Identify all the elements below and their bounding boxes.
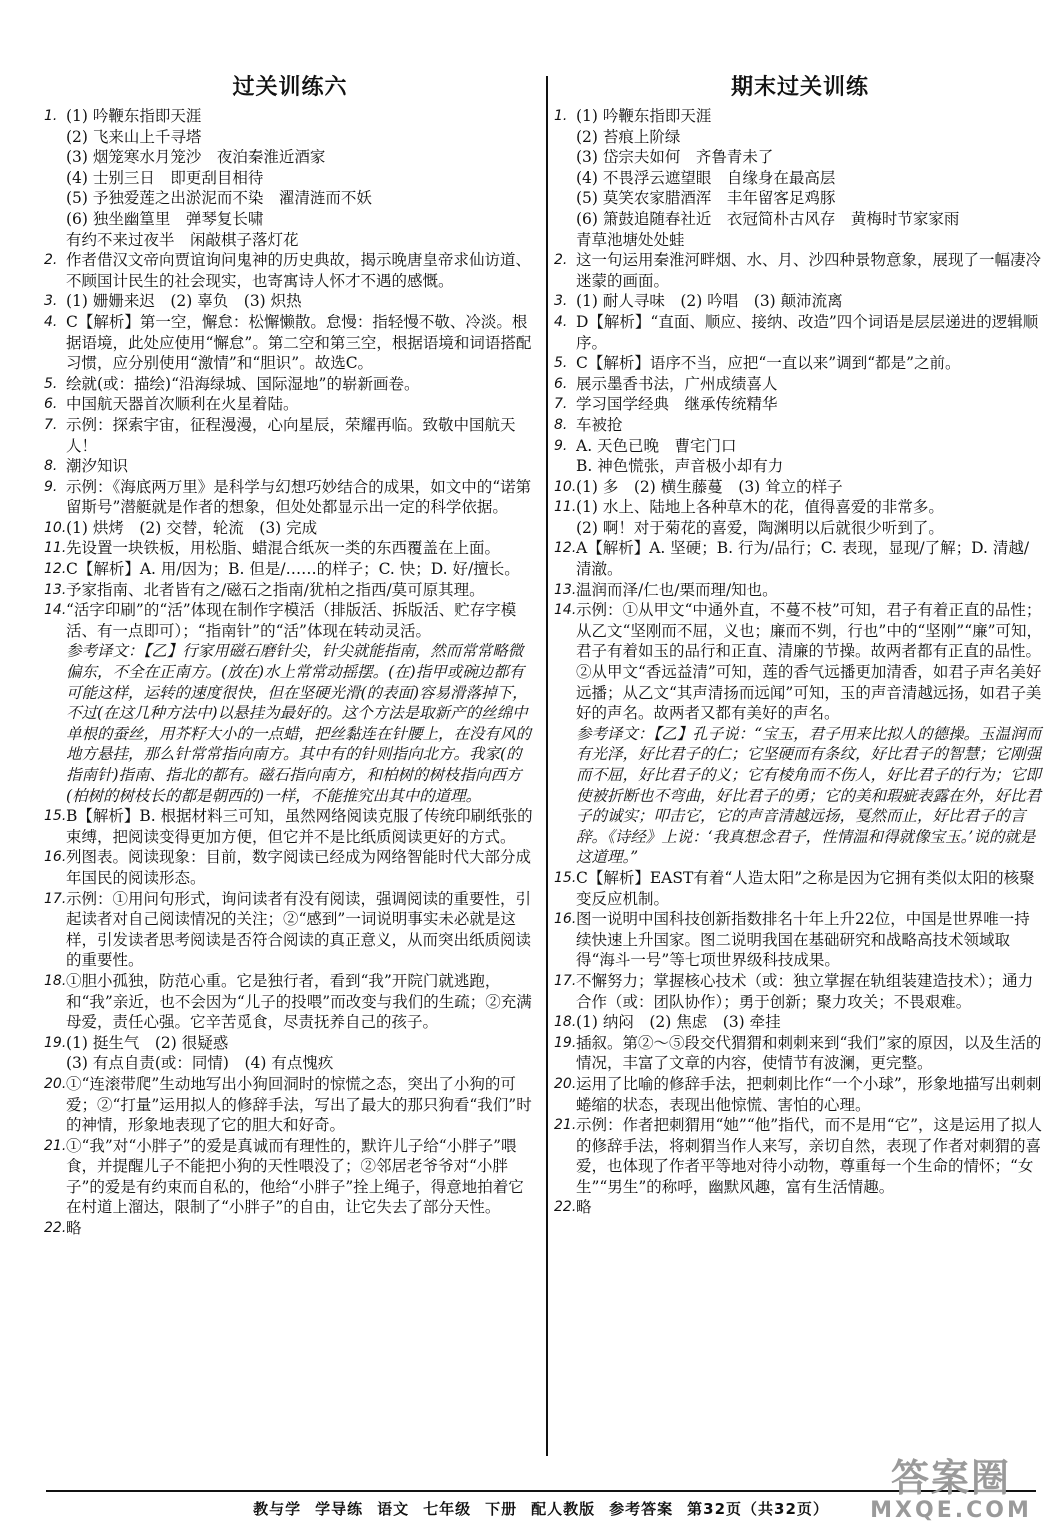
answer-number: 18. <box>44 972 67 989</box>
right-column <box>556 70 1044 1218</box>
answer-item <box>46 312 534 374</box>
answer-item <box>46 889 534 971</box>
answer-item <box>46 600 534 641</box>
answer-line: 示例：①用问句形式，询问读者有没有阅读，强调阅读的重要性，引起读者对自己阅读情况的关注；②“感到”一词说明事实未必就是这样，引发读者思考阅读是否符合阅读的真正意义，从而突出纸质阅读的重要性。 <box>66 889 532 970</box>
answer-item <box>46 641 534 806</box>
answer-number: 14. <box>554 602 577 619</box>
answer-item <box>46 374 534 395</box>
answer-item <box>46 559 534 580</box>
answer-number: 20. <box>44 1075 67 1092</box>
answer-item <box>556 580 1044 601</box>
answer-number: 17. <box>44 890 67 907</box>
answer-item <box>46 291 534 312</box>
answer-number: 20. <box>554 1075 577 1092</box>
answer-number: 12. <box>44 561 67 578</box>
answer-line: 予家指南、北者皆有之/磁石之指南/犹柏之指西/莫可原其理。 <box>66 580 485 599</box>
answer-line: ①胆小孤独，防范心重。它是独行者，看到“我”开院门就逃跑，和“我”亲近，也不会因为“儿子的投喂”而改变与我们的生疏；②充满母爱，责任心强。它辛苦觅食，尽责抚养自己的孩子。 <box>66 971 532 1032</box>
footer-part: 配人教版 <box>531 1500 596 1518</box>
answer-line: 示例：《海底两万里》是科学与幻想巧妙结合的成果，如文中的“诺第留斯号”潜艇就是作者的想象，但处处都显示出一定的科学依据。 <box>66 477 532 517</box>
answer-item <box>556 353 1044 374</box>
answer-line: 不懈努力；掌握核心技术（或：独立掌握在轨组装建造技术）；通力合作（或：团队协作）；勇于创新；聚力攻关；不畏艰难。 <box>576 971 1034 1011</box>
answer-item <box>556 1074 1044 1115</box>
answer-number: 19. <box>554 1034 577 1051</box>
watermark-top: 答案圈 <box>890 1456 1011 1500</box>
answer-item <box>556 415 1044 436</box>
answer-line: (3) 岱宗夫如何 齐鲁青未了 <box>576 148 774 167</box>
answer-line: (1) 烘烤 (2) 交替，轮流 (3) 完成 <box>66 518 318 537</box>
answer-line: 学习国学经典 继承传统精华 <box>576 395 778 414</box>
answer-line: (4) 士别三日 即更刮目相待 <box>66 168 264 187</box>
answer-item <box>46 538 534 559</box>
answer-line: (1) 水上、陆地上各种草木的花，值得喜爱的非常多。 <box>576 498 944 517</box>
answer-number: 21. <box>44 1137 67 1154</box>
answer-line: “活字印刷”的“活”体现在制作字模活（排版活、拆版活、贮存字模活、有一点即可）；“指南针”的“活”体现在转动灵活。 <box>66 601 517 640</box>
answer-number: 21. <box>554 1117 577 1134</box>
answer-item <box>556 374 1044 395</box>
answer-line: D【解析】“直面、顺应、接纳、改造”四个词语是层层递进的逻辑顺序。 <box>576 312 1039 352</box>
answer-line: (2) 飞来山上千寻塔 <box>66 127 202 146</box>
answer-item <box>46 477 534 518</box>
footer-part: 下册 <box>485 1500 518 1518</box>
answer-line: (1) 吟鞭东指即天涯 <box>66 107 202 125</box>
answer-line: 车被抢 <box>576 415 623 434</box>
answer-number: 2. <box>44 252 58 269</box>
answer-number: 9. <box>44 478 58 495</box>
answer-number: 19. <box>44 1034 67 1051</box>
answer-item <box>46 1074 534 1136</box>
answer-number: 11. <box>44 540 67 557</box>
answer-line: (5) 予独爱莲之出淤泥而不染 濯清涟而不妖 <box>66 189 372 208</box>
answer-number: 13. <box>554 581 577 598</box>
answer-item <box>46 250 534 291</box>
answer-line: B. 神色慌张，声音极小却有力 <box>576 457 784 476</box>
answer-number: 1. <box>44 108 58 124</box>
answer-line: A. 天色已晚 曹宅门口 <box>576 436 737 455</box>
answer-line: (1) 多 (2) 横生藤蔓 (3) 耸立的样子 <box>576 477 843 496</box>
answer-number: 16. <box>44 849 67 866</box>
answer-line: B【解析】B. 根据材料三可知，虽然网络阅读克服了传统印刷纸张的束缚，把阅读变得更加方便，但它并不是比纸质阅读更好的方式。 <box>66 807 533 846</box>
footer-part: 学导练 <box>315 1500 364 1518</box>
answer-line: C【解析】EAST有着“人造太阳”之称是因为它拥有类似太阳的核聚变反应机制。 <box>576 868 1035 908</box>
answer-number: 5. <box>554 355 568 372</box>
answer-item <box>46 518 534 539</box>
answer-item <box>46 106 534 250</box>
answer-item <box>556 1197 1044 1218</box>
answer-item <box>556 971 1044 1012</box>
watermark-logo <box>866 1456 1036 1526</box>
answer-number: 6. <box>554 375 568 392</box>
answer-line: (1) 纳闷 (2) 焦虑 (3) 牵挂 <box>576 1013 781 1032</box>
answer-line: (3) 烟笼寒水月笼沙 夜泊秦淮近酒家 <box>66 148 326 167</box>
answer-line: (1) 耐人寻味 (2) 吟唱 (3) 颠沛流离 <box>576 292 843 311</box>
answer-number: 1. <box>554 108 568 124</box>
answer-line: A【解析】A. 坚硬；B. 行为/品行；C. 表现，显现/了解；D. 清越/清澈。 <box>576 539 1030 579</box>
answer-number: 8. <box>44 458 58 475</box>
answer-line: 中国航天器首次顺利在火星着陆。 <box>66 395 299 414</box>
answer-number: 8. <box>554 416 568 433</box>
answer-item <box>556 312 1044 353</box>
answer-item <box>46 971 534 1033</box>
section-title-right: 期末过关训练 <box>730 75 869 100</box>
answer-line: 示例：探索宇宙，征程漫漫，心向星辰，荣耀再临。致敬中国航天人！ <box>66 415 516 455</box>
answer-number: 7. <box>554 396 568 413</box>
answer-line: 示例：①从甲文“中通外直，不蔓不枝”可知，君子有着正直的品性；从乙文“坚刚而不屈，义也；廉而不刿，行也”中的“坚刚”“廉”可知，君子有着如玉的品行和正直、清廉的节操。故两者都有正直的品性。②从甲文“香远益清”可知，莲的香气远播更加清香，如君子声名美好远播；从乙文“其声清扬而远闻”可知，玉的声音清越远扬，如君子美好的声名。故两者又都有美好的声名。 <box>576 601 1043 723</box>
answer-number: 4. <box>44 313 58 330</box>
answer-item <box>556 1033 1044 1074</box>
answer-line: (1) 姗姗来迟 (2) 辜负 (3) 炽热 <box>66 292 302 311</box>
answer-item <box>556 1115 1044 1197</box>
answer-line: (2) 苔痕上阶绿 <box>576 127 681 146</box>
answer-number: 15. <box>44 808 67 825</box>
answer-item <box>46 580 534 601</box>
answer-line: (6) 独坐幽篁里 弹琴复长啸 <box>66 209 264 228</box>
answer-item <box>556 724 1044 868</box>
answer-item <box>46 456 534 477</box>
answer-item <box>46 394 534 415</box>
answer-number: 3. <box>44 293 58 310</box>
answer-number: 12. <box>554 540 577 557</box>
answer-line: 图一说明中国科技创新指数排名十年上升22位，中国是世界唯一持续快速上升国家。图二说明我国在基础研究和战略高技术领域取得“海斗一号”等七项世界级科技成果。 <box>576 910 1030 970</box>
answer-item <box>46 1136 534 1218</box>
answer-number: 5. <box>44 375 58 392</box>
answer-item <box>46 415 534 456</box>
answer-line: (2) 啊！对于菊花的喜爱，陶渊明以后就很少听到了。 <box>576 518 944 537</box>
left-column <box>46 70 534 1239</box>
answer-line: 参考译文：【乙】孔子说：“宝玉，君子用来比拟人的德操。玉温润而有光泽，好比君子的仁；它坚硬而有条纹，好比君子的智慧；它刚强而不屈，好比君子的义；它有棱角而不伤人，好比君子的行为；它即使被折断也不弯曲，好比君子的勇；它的美和瑕疵表露在外，好比君子的诚实；叩击它，它的声音清越远扬，戛然而止，好比君子的言辞。《诗经》上说：‘我真想念君子，性情温和得就像宝玉。’说的就是这道理。” <box>576 724 1042 867</box>
answer-number: 2. <box>554 252 568 269</box>
answer-number: 17. <box>554 972 577 989</box>
answer-line: 略 <box>66 1219 82 1238</box>
answer-line: 潮汐知识 <box>66 457 129 476</box>
answer-line: (1) 吟鞭东指即天涯 <box>576 107 712 125</box>
watermark-bottom: MXQE.COM <box>870 1498 1032 1523</box>
answer-number: 4. <box>554 313 568 330</box>
answer-line: 作者借汉文帝向贾谊询问鬼神的历史典故，揭示晚唐皇帝求仙访道、不顾国计民生的社会现实，也寄寓诗人怀才不遇的感慨。 <box>66 251 532 290</box>
answer-line: 绘就(或：描绘)“沿海绿城、国际湿地”的崭新画卷。 <box>66 374 420 393</box>
answer-number: 16. <box>554 911 577 928</box>
answer-item <box>556 868 1044 909</box>
footer-part: 第32页（共32页） <box>687 1500 829 1518</box>
answer-item <box>556 1012 1044 1033</box>
answer-line: 先设置一块铁板，用松脂、蜡混合纸灰一类的东西覆盖在上面。 <box>66 539 501 558</box>
answer-number: 22. <box>44 1220 67 1237</box>
answer-line: (6) 箫鼓追随春社近 衣冠简朴古风存 黄梅时节家家雨 <box>576 209 960 228</box>
answer-item <box>556 497 1044 538</box>
answer-number: 10. <box>554 478 577 495</box>
column-divider <box>546 76 548 1456</box>
answer-line: 这一句运用秦淮河畔烟、水、月、沙四种景物意象，展现了一幅凄冷迷蒙的画面。 <box>576 251 1042 290</box>
footer-part: 语文 <box>377 1500 410 1518</box>
answer-item <box>46 847 534 888</box>
answer-line: C【解析】语序不当，应把“一直以来”调到“都是”之前。 <box>576 354 961 373</box>
answer-line: ①“我”对“小胖子”的爱是真诚而有理性的，默许儿子给“小胖子”喂食，并提醒儿子不能把小狗的天性喂没了；②邻居老爷爷对“小胖子”的爱是有约束而自私的，他给“小胖子”拴上绳子，得意地拍着它在村道上溜达，限制了“小胖子”的自由，让它失去了部分天性。 <box>66 1136 524 1217</box>
answer-item <box>556 600 1044 724</box>
answer-line: 略 <box>576 1198 592 1217</box>
answer-item <box>556 291 1044 312</box>
answer-line: C【解析】第一空，懈怠：松懈懒散。怠慢：指轻慢不敬、冷淡。根据语境，此处应使用“懈怠”。第二空和第三空，根据语境和词语搭配习惯，应分别使用“激情”和“胆识”。故选C。 <box>66 312 532 373</box>
left-answer-list <box>46 106 534 1239</box>
answer-line: (1) 挺生气 (2) 很疑惑 <box>66 1033 229 1052</box>
footer-part: 教与学 <box>253 1500 302 1518</box>
answer-item <box>556 477 1044 498</box>
answer-line: 青草池塘处处蛙 <box>576 230 685 249</box>
footer-part: 七年级 <box>423 1500 472 1518</box>
answer-line: (4) 不畏浮云遮望眼 自缘身在最高层 <box>576 168 836 187</box>
answer-line: 展示墨香书法，广州成绩喜人 <box>576 374 778 393</box>
answer-number: 10. <box>44 519 67 536</box>
answer-line: 运用了比喻的修辞手法，把刺刺比作“一个小球”，形象地描写出刺刺蜷缩的状态，表现出他惊慌、害怕的心理。 <box>576 1074 1042 1114</box>
answer-line: 温润而泽/仁也/栗而理/知也。 <box>576 580 778 599</box>
answer-line: 插叙。第②～⑤段交代猬猬和刺刺来到“我们”家的原因，以及生活的情况，丰富了文章的内容，使情节有波澜，更完整。 <box>576 1033 1042 1073</box>
answer-item <box>46 806 534 847</box>
answer-item <box>556 538 1044 579</box>
answer-page <box>44 70 1043 1460</box>
answer-number: 15. <box>554 869 577 886</box>
answer-line: ①“连滚带爬”生动地写出小狗回洞时的惊慌之态，突出了小狗的可爱；②“打量”运用拟人的修辞手法，写出了最大的那只狗看“我们”时的神情，形象地表现了它的胆大和好奇。 <box>66 1074 532 1135</box>
answer-number: 14. <box>44 602 67 619</box>
answer-item <box>556 394 1044 415</box>
answer-number: 3. <box>554 293 568 310</box>
right-answer-list <box>556 106 1044 1218</box>
answer-number: 13. <box>44 581 67 598</box>
answer-line: 参考译文：【乙】行家用磁石磨针尖，针尖就能指南，然而常常略微偏东，不全在正南方。(放在)水上常常动摇摆。(在)指甲或碗边都有可能这样，运转的速度很快，但在坚硬光滑(的表面)容易滑落掉下，不过(在这几种方法中)以悬挂为最好的。这个方法是取新产的丝绵中单根的蚕丝，用芥籽大小的一点蜡，把丝黏连在针腰上，在没有风的地方悬挂，那么针常常指向南方。其中有的针则指向北方。我家(的指南针)指南、指北的都有。磁石指向南方，和柏树的树枝指向西方(柏树的树枝长的都是朝西的)一样，不能推究出其中的道理。 <box>66 642 532 805</box>
answer-number: 18. <box>554 1014 577 1031</box>
answer-number: 11. <box>554 499 577 516</box>
answer-number: 9. <box>554 437 568 454</box>
answer-line: (3) 有点自责(或：同情) (4) 有点愧疚 <box>66 1054 334 1073</box>
answer-line: (5) 莫笑农家腊酒浑 丰年留客足鸡豚 <box>576 189 836 208</box>
answer-item <box>556 436 1044 477</box>
answer-line: 有约不来过夜半 闲敲棋子落灯花 <box>66 230 299 249</box>
section-title-left: 过关训练六 <box>232 75 348 100</box>
answer-line: C【解析】A. 用/因为；B. 但是/……的样子；C. 快；D. 好/擅长。 <box>66 560 520 579</box>
footer-part: 参考答案 <box>609 1500 674 1518</box>
answer-line: 列图表。阅读现象：目前，数字阅读已经成为网络智能时代大部分成年国民的阅读形态。 <box>66 848 532 887</box>
answer-number: 22. <box>554 1199 577 1216</box>
answer-item <box>556 909 1044 971</box>
answer-item <box>46 1218 534 1239</box>
answer-item <box>556 250 1044 291</box>
answer-item <box>556 106 1044 250</box>
answer-item <box>46 1033 534 1074</box>
answer-line: 示例：作者把刺猬用“她”“他”指代，而不是用“它”，这是运用了拟人的修辞手法，将刺猬当作人来写，亲切自然，表现了作者对刺猬的喜爱，也体现了作者平等地对待小动物，尊重每一个生命的情怀；“女生”“男生”的称呼，幽默风趣，富有生活情趣。 <box>576 1116 1043 1196</box>
answer-number: 7. <box>44 416 58 433</box>
answer-number: 6. <box>44 396 58 413</box>
